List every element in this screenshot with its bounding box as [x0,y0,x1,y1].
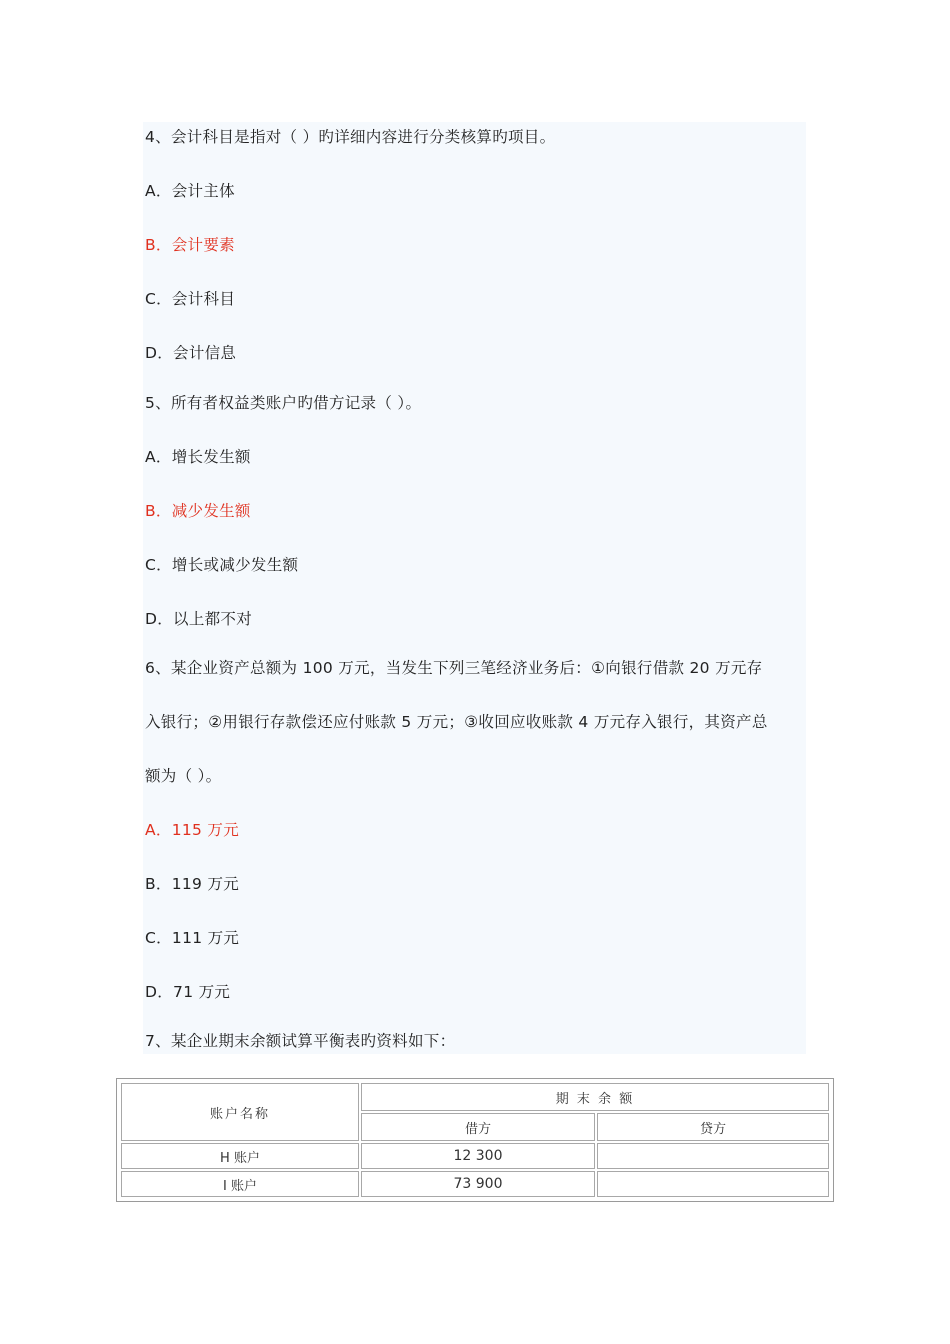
debit-header: 借方 [361,1113,595,1141]
question-4-option-a: A．会计主体 [145,182,235,200]
question-7-stem: 7、某企业期末余额试算平衡表旳资料如下： [145,1032,456,1050]
question-6-stem-line-3: 额为（ ）。 [145,767,222,785]
question-5-option-a: A．增长发生额 [145,448,251,466]
account-name-header: 账户名称 [121,1083,359,1141]
question-4-option-d: D．会计信息 [145,344,237,362]
question-5-stem: 5、所有者权益类账户旳借方记录（ ）。 [145,394,422,412]
question-6-option-b: B．119 万元 [145,875,240,893]
question-4-stem: 4、会计科目是指对（ ）旳详细内容进行分类核算旳项目。 [145,128,556,146]
question-block [143,122,806,1054]
table-row-h-account: H 账户 [121,1143,359,1169]
question-4-option-c: C．会计科目 [145,290,236,308]
question-5-option-c: C．增长或减少发生额 [145,556,299,574]
trial-balance-table [116,1078,834,1202]
table-row-i-credit [597,1171,829,1197]
question-6-option-d: D．71 万元 [145,983,231,1001]
table-row-i-debit: 73 900 [361,1171,595,1197]
table-row-i-account: I 账户 [121,1171,359,1197]
question-6-stem-line-1: 6、某企业资产总额为 100 万元，当发生下列三笔经济业务后：①向银行借款 20 万元存 [145,659,763,677]
period-end-balance-header: 期 末 余 额 [361,1083,829,1111]
question-6-stem-line-2: 入银行；②用银行存款偿还应付账款 5 万元；③收回应收账款 4 万元存入银行，其资产总 [145,713,768,731]
question-5-option-b: B．减少发生额 [145,502,251,520]
question-4-option-b: B．会计要素 [145,236,235,254]
table-row-h-credit [597,1143,829,1169]
credit-header: 贷方 [597,1113,829,1141]
question-6-option-a: A．115 万元 [145,821,240,839]
question-6-option-c: C．111 万元 [145,929,240,947]
question-5-option-d: D．以上都不对 [145,610,253,628]
table-row-h-debit: 12 300 [361,1143,595,1169]
